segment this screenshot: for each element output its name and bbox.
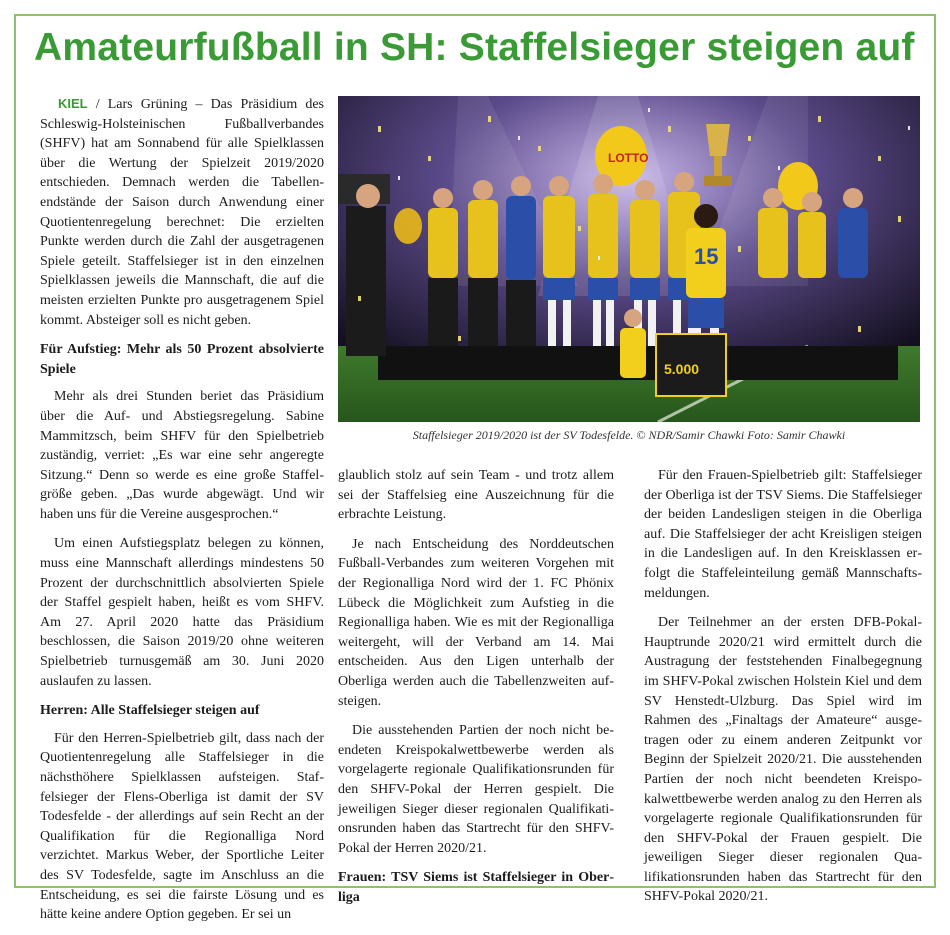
- photo-caption: Staffelsieger 2019/2020 ist der SV Todesfelde. © NDR/Samir Chawki Foto: Samir Chawki: [412, 428, 846, 442]
- paragraph: Der Teilnehmer an der ersten DFB-Pokal-Hauptrunde 2020/21 wird ermittelt durch die Austragung der feststehenden Finalbegegnung im SHFV-Pokal zwischen Holstein Kiel und dem SV Henstedt-Ulzburg. Das Spiel wird im Rahmen des „Finaltags der Amateure“ ausgetragen oder zu einem anderen Zeitpunkt vor Beginn der Spielzeit 2020/21. Die ausstehenden Partien der noch nicht beendeten Kreispokalwettbewerbe werden analog zu den Herren als vorgelagerte regionale Qualifikationsrunden für den SHFV-Pokal der Frauen gespielt. Die jeweiligen Sieger dieser regionalen Qualifikationsrunden haben das Startrecht für den SHFV-Pokal 2020/21.: [644, 615, 922, 905]
- team-photo: [338, 96, 920, 422]
- subheading-herren: Herren: Alle Staffelsieger steigen auf: [40, 703, 260, 719]
- lead-text: / Lars Grüning – Das Präsidium des Schleswig-Holsteinischen Fußballverbandes (SHFV) hat am Sonnabend für alle Spielklassen über die Wertung der Spielzeit 2019/2020 entschieden. Demnach werden die Tabellenendstände der Saison durch Anwendung einer Quotientenregelung berechnet: Die erzielten Punkte werden durch die Zahl der ausgetragenen Spiele geteilt. Staffelsieger ist in den einzelnen Spielklassen jeweils die Mannschaft, die auf die meisten erzielten Punkte pro ausgetragenem Spiel kommt. Absteiger soll es nicht geben.: [40, 97, 324, 328]
- banner-text: LOTTO: [608, 151, 649, 165]
- paragraph: Um einen Aufstiegsplatz belegen zu können, muss eine Mannschaft allerdings mindestens 50 Prozent der durchschnittlich absolvierten Spiele der Staffel gespielt haben, heißt es vom SHFV. Am 27. April 2020 hatte das Präsidium beschlossen, die Saison 2019/20 ohne weiteren Spielbetrieb turnusgemäß am 30. Juni 2020 auslaufen zu lassen.: [40, 536, 324, 689]
- jersey-number: 15: [694, 244, 719, 269]
- text-column-1: [40, 94, 324, 935]
- paragraph: glaublich stolz auf sein Team - und trotz allem sei der Staffelsieg eine Auszeichnung für die erbrachte Leistung.: [338, 468, 614, 523]
- subheading-frauen: Frauen: TSV Siems ist Staffelsieger in Oberliga: [338, 870, 614, 905]
- celebration-image: [338, 96, 920, 422]
- board-text: 5.000: [664, 361, 700, 377]
- article-frame: [14, 14, 936, 923]
- text-column-3: [644, 466, 922, 917]
- paragraph: Mehr als drei Stunden beriet das Präsidium über die Auf- und Abstiegsregelung. Sabine Mammitzsch, beim SHFV für den Spielbetrieb zuständig, verriet: „Es war eine sehr angeregte Sitzung.“ Denn so werde es eine große Staffelgröße geben. „Das wurde abgewägt. Und wir haben uns für die Vereine ausgesprochen.“: [40, 389, 324, 522]
- paragraph: Die ausstehenden Partien der noch nicht beendeten Kreispokalwettbewerbe werden als vorgelagerte regionale Qualifikationsrunden für den SHFV-Pokal der Herren gespielt. Die jeweiligen Sieger dieser regionalen Qualifikationsrunden haben das Startrecht für den SHFV-Pokal der Herren 2020/21.: [338, 723, 614, 856]
- paragraph: Für den Herren-Spielbetrieb gilt, dass nach der Quotientenregelung alle Staffelsieger in die nächsthöhere Spielklassen aufsteigen. Staffelsieger der Flens-Oberliga ist damit der SV Todesfelde - der allerdings auf sein Recht an der Qualifikation für die Regionalliga Nord verzichtet. Markus Weber, der Sportliche Leiter des SV Todesfelde, sagte im Anschluss an die Entscheidung, es sei die fairste Lösung und es hätte keine andere Option gegeben. Er sei un: [40, 730, 324, 923]
- subheading-aufstieg: Für Aufstieg: Mehr als 50 Prozent absolvierte Spiele: [40, 342, 324, 377]
- text-column-2: [338, 466, 614, 915]
- dateline: KIEL: [58, 96, 88, 111]
- paragraph: Für den Frauen-Spielbetrieb gilt: Staffelsieger der Oberliga ist der TSV Siems. Die Staffelsieger der beiden Landesligen steigen in die Oberliga auf. Die Staffelsieger der acht Kreisligen steigen in die Landesligen auf. In den Kreisklassen erfolgt die Staffeleinteilung gemäß Mannschaftsmeldungen.: [644, 468, 922, 601]
- paragraph: Je nach Entscheidung des Norddeutschen Fußball-Verbandes zum weiteren Vorgehen mit der Regionalliga Nord wird der 1. FC Phönix Lübeck die Möglichkeit zum Aufstieg in die Regionalliga haben. Wie es mit der Regionalliga weitergeht, will der Verband am 14. Mai entscheiden. Aus den Ligen unterhalb der Oberliga werden auch die Tabellenzweiten aufsteigen.: [338, 536, 614, 709]
- headline: Amateurfußball in SH: Staffelsieger steigen auf: [34, 26, 915, 69]
- lead-paragraph: [40, 94, 324, 330]
